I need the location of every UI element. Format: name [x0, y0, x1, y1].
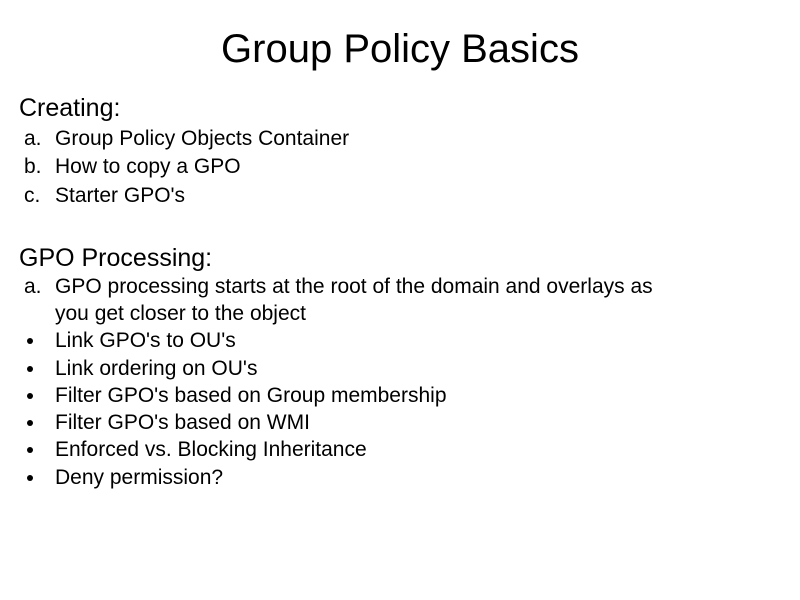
list-item-text: Starter GPO's: [55, 184, 186, 207]
list-item-text: GPO processing starts at the root of the domain and overlays as: [55, 275, 653, 298]
bullet-text: Filter GPO's based on WMI: [55, 411, 310, 434]
section-heading-gpo-processing: GPO Processing:: [19, 244, 213, 272]
bullet-icon: [27, 475, 33, 481]
list-item-text: How to copy a GPO: [55, 155, 241, 178]
bullet-icon: [27, 447, 33, 453]
bullet-icon: [27, 393, 33, 399]
bullet-icon: [27, 338, 33, 344]
bullet-icon: [27, 366, 33, 372]
list-item-text: Group Policy Objects Container: [55, 127, 350, 150]
list-item-text: you get closer to the object: [55, 302, 306, 325]
list-marker: a.: [24, 275, 42, 298]
bullet-text: Enforced vs. Blocking Inheritance: [55, 438, 367, 461]
bullet-text: Deny permission?: [55, 466, 224, 489]
bullet-text: Link ordering on OU's: [55, 357, 258, 380]
slide-title: Group Policy Basics: [221, 27, 579, 71]
bullet-icon: [27, 420, 33, 426]
bullet-text: Filter GPO's based on Group membership: [55, 384, 447, 407]
list-marker: a.: [24, 127, 42, 150]
list-marker: c.: [24, 184, 41, 207]
list-marker: b.: [24, 155, 42, 178]
section-heading-creating: Creating:: [19, 94, 121, 122]
bullet-text: Link GPO's to OU's: [55, 329, 236, 352]
